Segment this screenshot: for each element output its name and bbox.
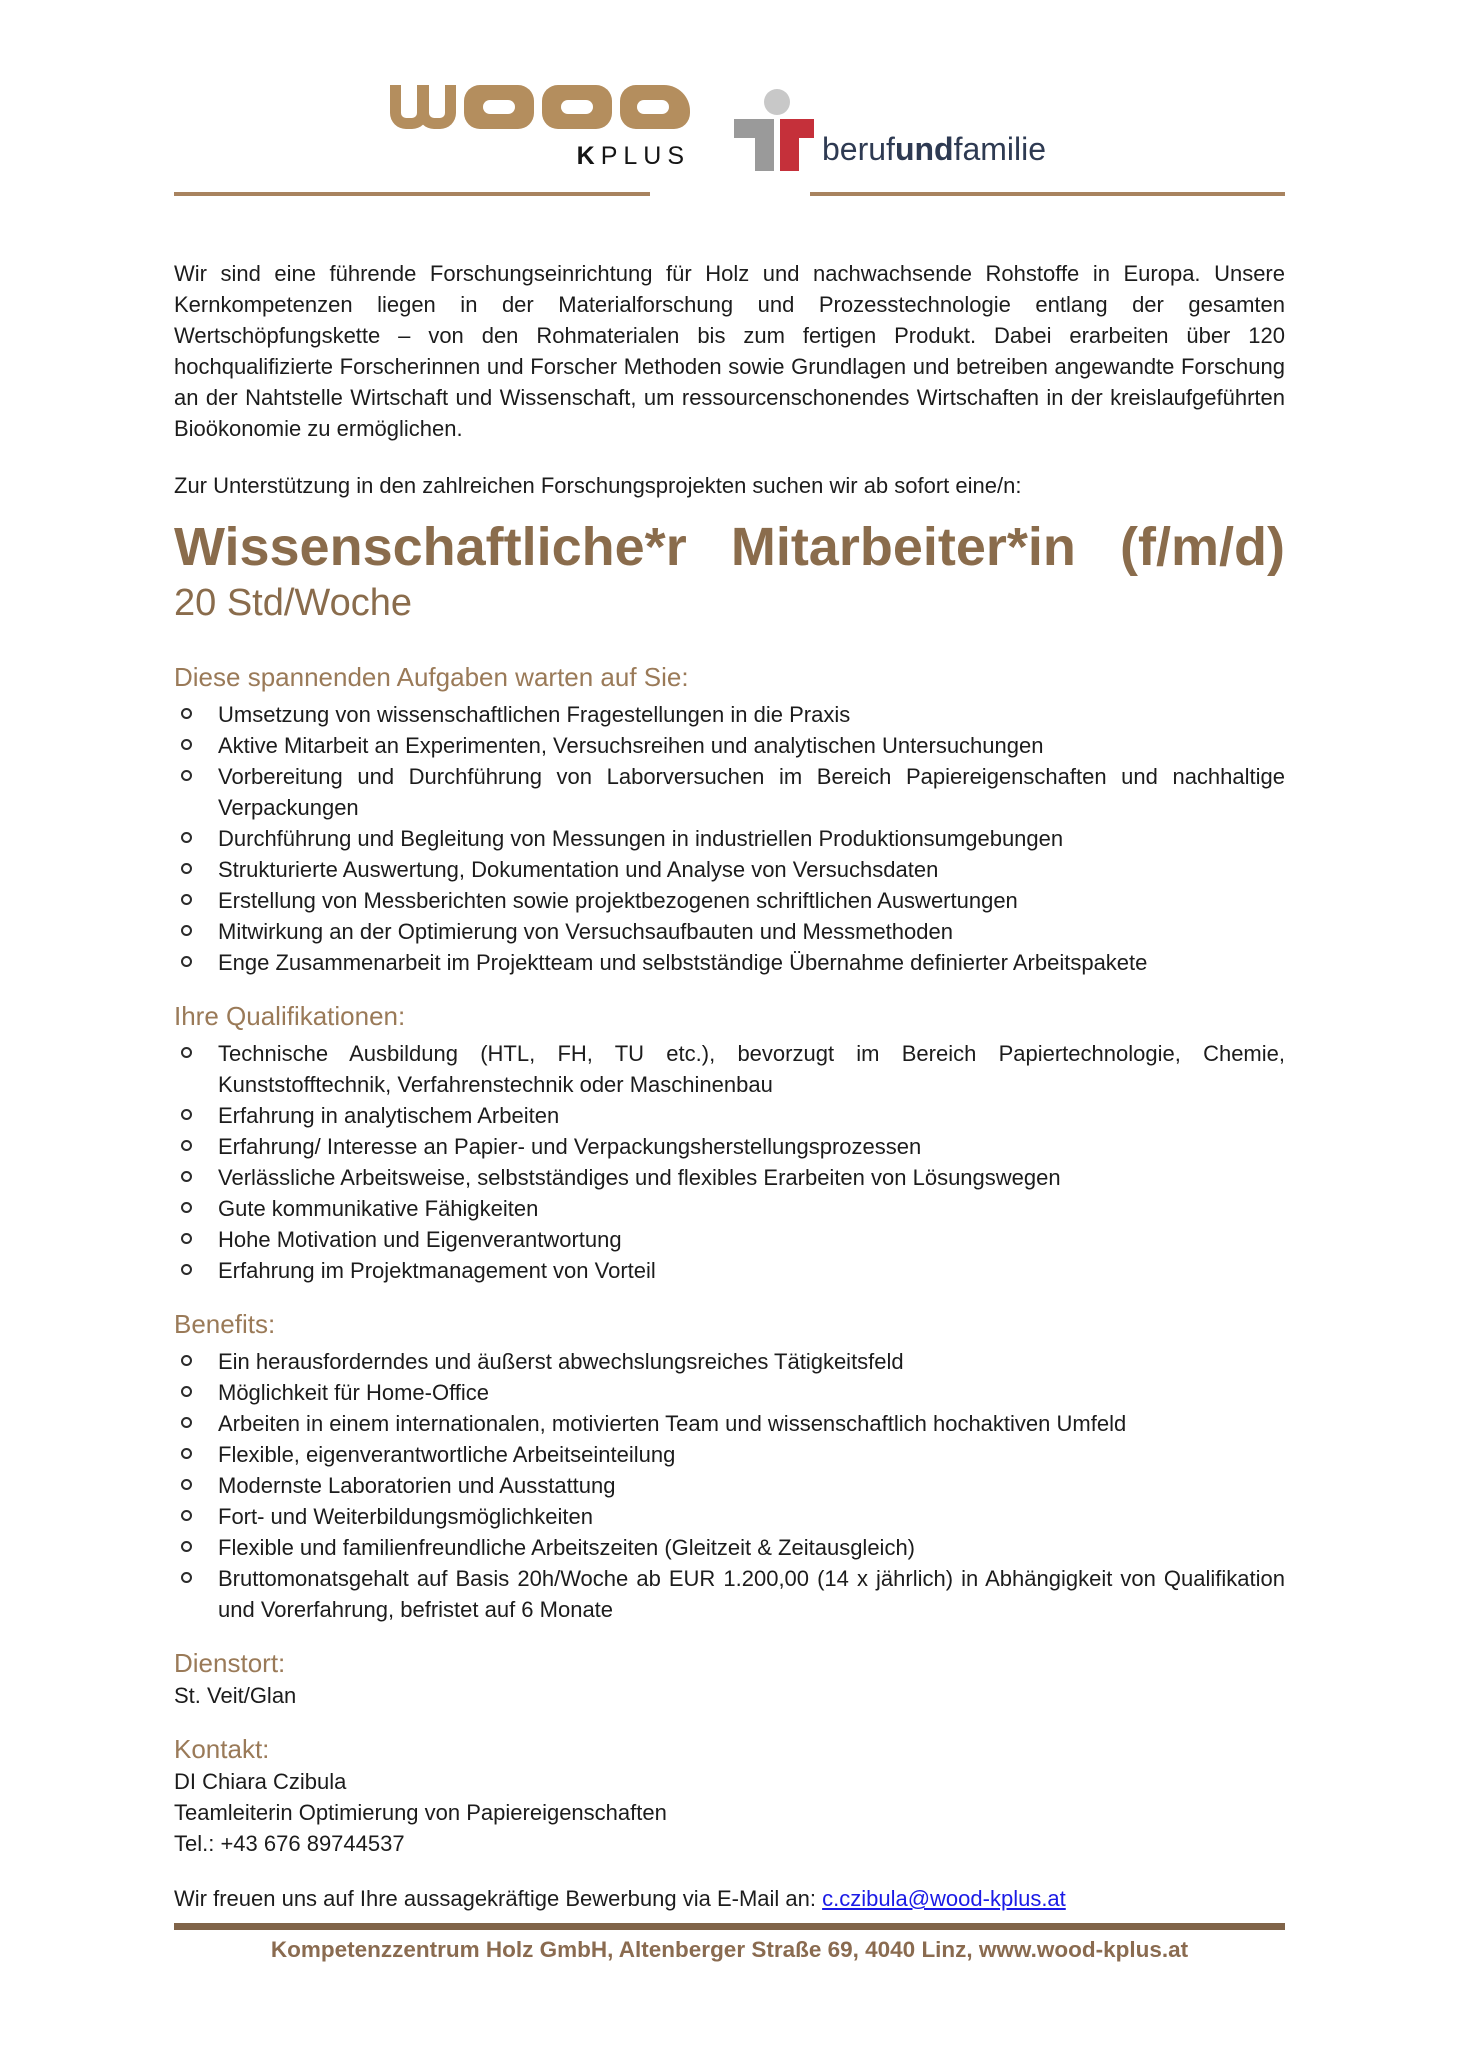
header-divider-left	[174, 192, 650, 196]
list-item-text: Modernste Laboratorien und Ausstattung	[218, 1473, 616, 1498]
section-heading-kontakt: Kontakt:	[174, 1734, 270, 1764]
list-item-text: Erfahrung in analytischem Arbeiten	[218, 1103, 560, 1128]
list-item	[174, 1193, 1285, 1224]
list-item-text: Durchführung und Begleitung von Messungen in industriellen Produktionsumgebungen	[218, 826, 1064, 851]
list-item	[174, 730, 1285, 761]
wood-letter-d-icon	[620, 85, 690, 129]
closing-line	[174, 1883, 1285, 1914]
bullet-icon	[181, 1417, 192, 1428]
bf-und: und	[894, 131, 954, 167]
bullet-icon	[181, 1386, 192, 1397]
list-item-text: Technische Ausbildung (HTL, FH, TU etc.), bevorzugt im Bereich Papiertechnologie, Chemie, Kunststofftechnik, Verfahrenstechnik oder Maschinenbau	[218, 1041, 1285, 1097]
list-item	[174, 1408, 1285, 1439]
job-hours-subtitle: 20 Std/Woche	[174, 582, 413, 624]
bullet-icon	[181, 1355, 192, 1366]
berufundfamilie-wordmark	[822, 131, 1046, 176]
wood-logo-icon	[390, 85, 690, 129]
bullet-icon	[181, 1479, 192, 1490]
list-item	[174, 1470, 1285, 1501]
list-item	[174, 947, 1285, 978]
list-item-text: Erfahrung/ Interesse an Papier- und Verpackungsherstellungsprozessen	[218, 1134, 922, 1159]
section-heading-aufgaben: Diese spannenden Aufgaben warten auf Sie:	[174, 662, 689, 692]
list-item-text: Enge Zusammenarbeit im Projektteam und selbstständige Übernahme definierter Arbeitspakete	[218, 950, 1148, 975]
section-heading-benefits: Benefits:	[174, 1309, 276, 1339]
aufgaben-list	[174, 699, 1285, 978]
list-item	[174, 1532, 1285, 1563]
kontakt-role: Teamleiterin Optimierung von Papiereigenschaften	[174, 1800, 667, 1825]
bullet-icon	[181, 832, 192, 843]
footer-address: Kompetenzzentrum Holz GmbH, Altenberger Straße 69, 4040 Linz, www.wood-kplus.at	[270, 1937, 1189, 1962]
bullet-icon	[181, 894, 192, 905]
kplus-plus: PLUS	[600, 142, 690, 170]
list-item-text: Arbeiten in einem internationalen, motivierten Team und wissenschaftlich hochaktiven Umfeld	[218, 1411, 1127, 1436]
bullet-icon	[181, 863, 192, 874]
list-item-text: Möglichkeit für Home-Office	[218, 1380, 490, 1405]
list-item	[174, 1100, 1285, 1131]
list-item-text: Vorbereitung und Durchführung von Laborversuchen im Bereich Papiereigenschaften und nachhaltige Verpackungen	[218, 764, 1285, 820]
list-item-text: Ein herausforderndes und äußerst abwechslungsreiches Tätigkeitsfeld	[218, 1349, 904, 1374]
bullet-icon	[181, 708, 192, 719]
benefits-list	[174, 1346, 1285, 1625]
bullet-icon	[181, 1109, 192, 1120]
closing-text: Wir freuen uns auf Ihre aussagekräftige Bewerbung via E-Mail an:	[174, 1886, 823, 1911]
bullet-icon	[181, 1264, 192, 1275]
section-heading-qualifikationen: Ihre Qualifikationen:	[174, 1001, 406, 1031]
list-item	[174, 1038, 1285, 1100]
footer-divider	[174, 1923, 1285, 1930]
bullet-icon	[181, 1541, 192, 1552]
berufundfamilie-logo	[730, 88, 1046, 176]
email-link[interactable]: c.czibula@wood-kplus.at	[822, 1886, 1066, 1911]
list-item	[174, 1563, 1285, 1625]
list-item-text: Aktive Mitarbeit an Experimenten, Versuchsreihen und analytischen Untersuchungen	[218, 733, 1044, 758]
list-item	[174, 1346, 1285, 1377]
list-item-text: Bruttomonatsgehalt auf Basis 20h/Woche ab EUR 1.200,00 (14 x jährlich) in Abhängigkeit von Qualifikation und Vorerfahrung, befristet auf 6 Monate	[218, 1566, 1285, 1622]
bullet-icon	[181, 1202, 192, 1213]
bf-beruf: beruf	[822, 131, 895, 167]
document-header	[174, 58, 1285, 182]
qualifikationen-list	[174, 1038, 1285, 1286]
intro-paragraph: Wir sind eine führende Forschungseinrichtung für Holz und nachwachsende Rohstoffe in Europa. Unsere Kernkompetenzen liegen in der Materialforschung und Prozesstechnologie entlang der gesamten Wertschöpfungskette – von den Rohmaterialen bis zum fertigen Produkt. Dabei erarbeiten über 120 hochqualifizierte Forscherinnen und Forscher Methoden sowie Grundlagen und betreiben angewandte Forschung an der Nahtstelle Wirtschaft und Wissenschaft, um ressourcenschonendes Wirtschaften in der kreislaufgeführten Bioökonomie zu ermöglichen.	[174, 261, 1285, 441]
dienstort-value: St. Veit/Glan	[174, 1683, 297, 1708]
kontakt-phone: Tel.: +43 676 89744537	[174, 1831, 405, 1856]
list-item-text: Mitwirkung an der Optimierung von Versuchsaufbauten und Messmethoden	[218, 919, 953, 944]
list-item-text: Flexible und familienfreundliche Arbeitszeiten (Gleitzeit & Zeitausgleich)	[218, 1535, 916, 1560]
bf-familie: familie	[953, 131, 1047, 167]
header-divider-right	[810, 192, 1285, 196]
berufundfamilie-figure-icon	[730, 88, 818, 176]
list-item-text: Umsetzung von wissenschaftlichen Fragestellungen in die Praxis	[218, 702, 851, 727]
header-divider	[174, 192, 1285, 196]
wood-letter-o-icon	[542, 85, 612, 129]
wood-kplus-logo	[390, 85, 690, 171]
bullet-icon	[181, 1233, 192, 1244]
list-item-text: Flexible, eigenverantwortliche Arbeitseinteilung	[218, 1442, 676, 1467]
job-title: Wissenschaftliche*r Mitarbeiter*in (f/m/d)	[174, 517, 1285, 577]
list-item	[174, 1501, 1285, 1532]
bullet-icon	[181, 1572, 192, 1583]
list-item-text: Erstellung von Messberichten sowie projektbezogenen schriftlichen Auswertungen	[218, 888, 1018, 913]
list-item-text: Gute kommunikative Fähigkeiten	[218, 1196, 539, 1221]
list-item	[174, 854, 1285, 885]
lead-in-line: Zur Unterstützung in den zahlreichen Forschungsprojekten suchen wir ab sofort eine/n:	[174, 473, 1022, 498]
list-item-text: Verlässliche Arbeitsweise, selbstständiges und flexibles Erarbeiten von Lösungswegen	[218, 1165, 1061, 1190]
list-item	[174, 1255, 1285, 1286]
list-item	[174, 1439, 1285, 1470]
bullet-icon	[181, 1140, 192, 1151]
list-item	[174, 1377, 1285, 1408]
list-item	[174, 1224, 1285, 1255]
list-item-text: Erfahrung im Projektmanagement von Vorteil	[218, 1258, 656, 1283]
list-item	[174, 699, 1285, 730]
bullet-icon	[181, 1510, 192, 1521]
list-item	[174, 916, 1285, 947]
wood-letter-o-icon	[464, 85, 534, 129]
list-item-text: Fort- und Weiterbildungsmöglichkeiten	[218, 1504, 593, 1529]
bullet-icon	[181, 1448, 192, 1459]
section-heading-dienstort: Dienstort:	[174, 1648, 286, 1678]
list-item-text: Hohe Motivation und Eigenverantwortung	[218, 1227, 622, 1252]
list-item-text: Strukturierte Auswertung, Dokumentation und Analyse von Versuchsdaten	[218, 857, 939, 882]
bullet-icon	[181, 956, 192, 967]
list-item	[174, 823, 1285, 854]
kplus-wordmark	[390, 142, 690, 171]
bullet-icon	[181, 1047, 192, 1058]
kontakt-name: DI Chiara Czibula	[174, 1769, 347, 1794]
list-item	[174, 885, 1285, 916]
bullet-icon	[181, 739, 192, 750]
list-item	[174, 1162, 1285, 1193]
wood-letter-w-icon	[390, 85, 456, 129]
bullet-icon	[181, 770, 192, 781]
bullet-icon	[181, 1171, 192, 1182]
list-item	[174, 761, 1285, 823]
kplus-k: K	[576, 142, 601, 170]
list-item	[174, 1131, 1285, 1162]
bullet-icon	[181, 925, 192, 936]
